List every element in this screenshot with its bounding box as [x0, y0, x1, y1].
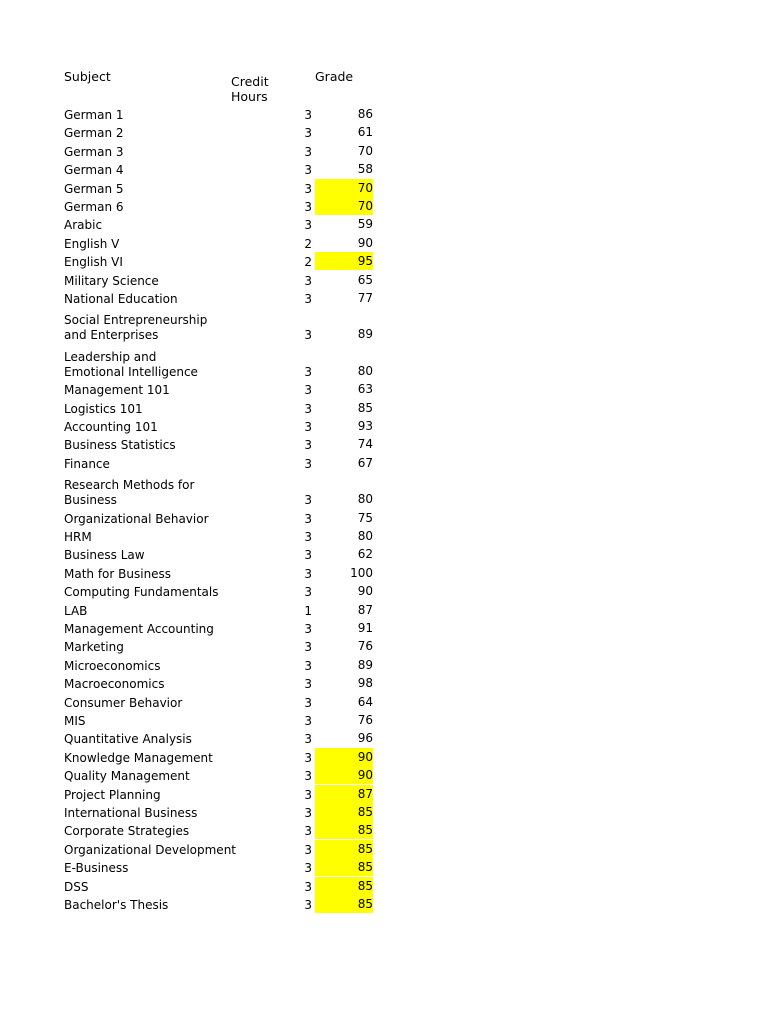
- grade-cell: 91: [357, 621, 373, 635]
- subject-cell: German 4: [64, 163, 124, 178]
- grade-cell: 87: [315, 785, 373, 803]
- table-row: [0, 123, 400, 141]
- subject-cell: Macroeconomics: [64, 677, 165, 692]
- credit-hours-cell: 3: [304, 769, 312, 784]
- credit-hours-cell: 3: [304, 879, 312, 894]
- credit-hours-cell: 3: [304, 566, 312, 581]
- grade-cell: 59: [357, 217, 373, 232]
- table-row: [0, 417, 400, 435]
- credit-hours-cell: 3: [304, 677, 312, 692]
- grade-cell: 75: [357, 510, 373, 525]
- grade-cell: 61: [357, 125, 373, 140]
- grade-cell: 85: [315, 803, 373, 821]
- table-row: [0, 179, 400, 197]
- credit-hours-cell: 3: [304, 640, 312, 655]
- grade-cell: 70: [315, 179, 373, 197]
- table-row: [0, 527, 400, 545]
- subject-cell: Management 101: [64, 383, 170, 398]
- grade-cell: 85: [315, 877, 373, 895]
- grade-cell: 85: [357, 400, 373, 415]
- grade-cell: 85: [315, 895, 373, 913]
- table-row: [0, 234, 400, 252]
- table-row: [0, 637, 400, 655]
- credit-hours-cell: 3: [304, 364, 312, 379]
- table-row: [0, 380, 400, 398]
- credit-hours-cell: 3: [304, 861, 312, 876]
- table-row: [0, 582, 400, 600]
- credit-hours-cell: 3: [304, 401, 312, 416]
- subject-cell: National Education: [64, 292, 178, 306]
- subject-cell: LAB: [64, 603, 88, 618]
- table-row: [0, 142, 400, 160]
- subject-cell: HRM: [64, 530, 92, 544]
- subject-cell: Organizational Development: [64, 842, 237, 857]
- credit-hours-cell: 3: [304, 530, 312, 544]
- subject-cell: Business Law: [64, 548, 145, 563]
- subject-column-header: Subject: [64, 69, 111, 84]
- subject-cell: German 6: [64, 200, 124, 214]
- table-row: [0, 197, 400, 215]
- table-row: [0, 478, 400, 508]
- subject-cell: Quantitative Analysis: [64, 732, 192, 747]
- table-row: [0, 313, 400, 343]
- subject-cell: Logistics 101: [64, 401, 143, 416]
- subject-cell: Bachelor's Thesis: [64, 898, 169, 912]
- table-row: [0, 252, 400, 270]
- grade-cell: 90: [315, 766, 373, 784]
- subject-cell: Research Methods for Business: [64, 478, 195, 508]
- credit-hours-cell: 3: [304, 181, 312, 196]
- credit-hours-cell: 3: [304, 842, 312, 857]
- credit-hours-cell: 3: [304, 695, 312, 710]
- subject-cell: Microeconomics: [64, 658, 161, 673]
- grade-cell: 85: [315, 858, 373, 876]
- grade-cell: 80: [357, 492, 373, 507]
- table-row: [0, 803, 400, 821]
- table-row: [0, 271, 400, 289]
- subject-cell: E-Business: [64, 861, 129, 876]
- credit-hours-cell: 3: [304, 383, 312, 398]
- table-row: [0, 349, 400, 380]
- credit-hours-cell: 3: [304, 622, 312, 636]
- grade-cell: 77: [357, 291, 373, 305]
- table-row: [0, 693, 400, 711]
- subject-cell: German 5: [64, 181, 124, 196]
- credit-hours-cell: 3: [304, 108, 312, 122]
- subject-cell: German 3: [64, 144, 124, 159]
- subject-cell: Corporate Strategies: [64, 824, 190, 839]
- grade-cell: 63: [357, 382, 373, 397]
- table-row: [0, 656, 400, 674]
- table-row: [0, 435, 400, 453]
- subject-cell: DSS: [64, 879, 89, 894]
- subject-cell: German 2: [64, 126, 124, 141]
- grade-cell: 86: [357, 107, 373, 121]
- subject-cell: Leadership and Emotional Intelligence: [64, 349, 198, 379]
- subject-cell: Math for Business: [64, 566, 172, 581]
- subject-cell: International Business: [64, 806, 198, 820]
- grade-cell: 62: [357, 547, 373, 562]
- grade-cell: 90: [357, 235, 373, 250]
- credit-hours-cell: 3: [304, 898, 312, 912]
- subject-cell: MIS: [64, 714, 86, 728]
- credit-hours-cell: 3: [304, 732, 312, 747]
- subject-cell: Accounting 101: [64, 420, 158, 434]
- grade-cell: 100: [350, 565, 373, 580]
- credit-hours-cell: 3: [304, 511, 312, 526]
- credit-hours-cell: 3: [304, 438, 312, 453]
- subject-cell: German 1: [64, 108, 124, 122]
- grade-cell: 80: [357, 529, 373, 543]
- credit-hours-cell: 3: [304, 144, 312, 159]
- credit-hours-cell: 3: [304, 493, 312, 508]
- subject-cell: Finance: [64, 456, 110, 471]
- credit-hours-cell: 3: [304, 200, 312, 214]
- credit-hours-cell: 3: [304, 456, 312, 471]
- table-row: [0, 785, 400, 803]
- table-row: [0, 509, 400, 527]
- credit-hours-cell: 3: [304, 420, 312, 434]
- subject-cell: Knowledge Management: [64, 750, 213, 765]
- credit-hours-cell: 3: [304, 126, 312, 141]
- credit-hours-cell: 3: [304, 292, 312, 306]
- credit-hours-cell: 3: [304, 806, 312, 820]
- table-row: [0, 619, 400, 637]
- table-row: [0, 564, 400, 582]
- grade-cell: 74: [357, 437, 373, 452]
- credit-hours-cell: 3: [304, 714, 312, 728]
- grade-cell: 85: [315, 821, 373, 839]
- table-row: [0, 711, 400, 729]
- grade-cell: 90: [315, 748, 373, 766]
- subject-cell: Social Entrepreneurship and Enterprises: [64, 313, 208, 343]
- subject-cell: Business Statistics: [64, 438, 176, 453]
- grade-cell: 98: [357, 676, 373, 691]
- table-row: [0, 748, 400, 766]
- grade-cell: 58: [357, 162, 373, 177]
- subject-cell: Marketing: [64, 640, 124, 655]
- subject-cell: Management Accounting: [64, 622, 214, 636]
- grade-cell: 76: [357, 639, 373, 654]
- subject-cell: English VI: [64, 255, 123, 270]
- credit-hours-cell: 3: [304, 548, 312, 563]
- grade-cell: 65: [357, 272, 373, 287]
- table-row: [0, 160, 400, 178]
- table-row: [0, 399, 400, 417]
- table-row: [0, 821, 400, 839]
- subject-cell: Project Planning: [64, 787, 161, 802]
- subject-cell: Arabic: [64, 218, 103, 233]
- table-row: [0, 601, 400, 619]
- credit-hours-cell: 3: [304, 787, 312, 802]
- subject-cell: Computing Fundamentals: [64, 585, 219, 600]
- table-row: [0, 674, 400, 692]
- grade-cell: 76: [357, 713, 373, 727]
- table-row: [0, 766, 400, 784]
- grade-cell: 95: [315, 252, 373, 270]
- credit-hours-cell: 3: [304, 658, 312, 673]
- subject-cell: Quality Management: [64, 769, 190, 784]
- table-row: [0, 858, 400, 876]
- table-row: [0, 454, 400, 472]
- credit-hours-cell: 3: [304, 824, 312, 839]
- grade-cell: 70: [357, 143, 373, 158]
- credit-hours-column-header: Credit Hours: [231, 74, 269, 104]
- credit-hours-cell: 3: [304, 218, 312, 233]
- credit-hours-cell: 3: [304, 750, 312, 765]
- grade-cell: 96: [357, 731, 373, 746]
- table-row: [0, 289, 400, 307]
- credit-hours-cell: 3: [304, 328, 312, 343]
- grade-cell: 87: [357, 602, 373, 617]
- grade-column-header: Grade: [315, 69, 354, 84]
- grade-cell: 89: [357, 657, 373, 672]
- grade-cell: 80: [357, 363, 373, 378]
- grade-cell: 64: [357, 694, 373, 709]
- table-row: [0, 545, 400, 563]
- grade-cell: 93: [357, 419, 373, 433]
- grade-cell: 90: [357, 584, 373, 599]
- credit-hours-cell: 1: [304, 603, 312, 618]
- table-row: [0, 105, 400, 123]
- table-row: [0, 877, 400, 895]
- credit-hours-cell: 2: [304, 236, 312, 251]
- grade-cell: 85: [315, 840, 373, 858]
- grade-cell: 70: [315, 197, 373, 215]
- subject-cell: Military Science: [64, 273, 159, 288]
- table-row: [0, 215, 400, 233]
- table-row: [0, 895, 400, 913]
- table-row: [0, 729, 400, 747]
- credit-hours-cell: 2: [304, 255, 312, 270]
- subject-cell: Consumer Behavior: [64, 695, 183, 710]
- credit-hours-cell: 3: [304, 163, 312, 178]
- grade-cell: 67: [357, 455, 373, 470]
- table-row: [0, 840, 400, 858]
- credit-hours-cell: 3: [304, 273, 312, 288]
- credit-hours-cell: 3: [304, 585, 312, 600]
- subject-cell: Organizational Behavior: [64, 511, 209, 526]
- grade-cell: 89: [357, 327, 373, 342]
- subject-cell: English V: [64, 236, 120, 251]
